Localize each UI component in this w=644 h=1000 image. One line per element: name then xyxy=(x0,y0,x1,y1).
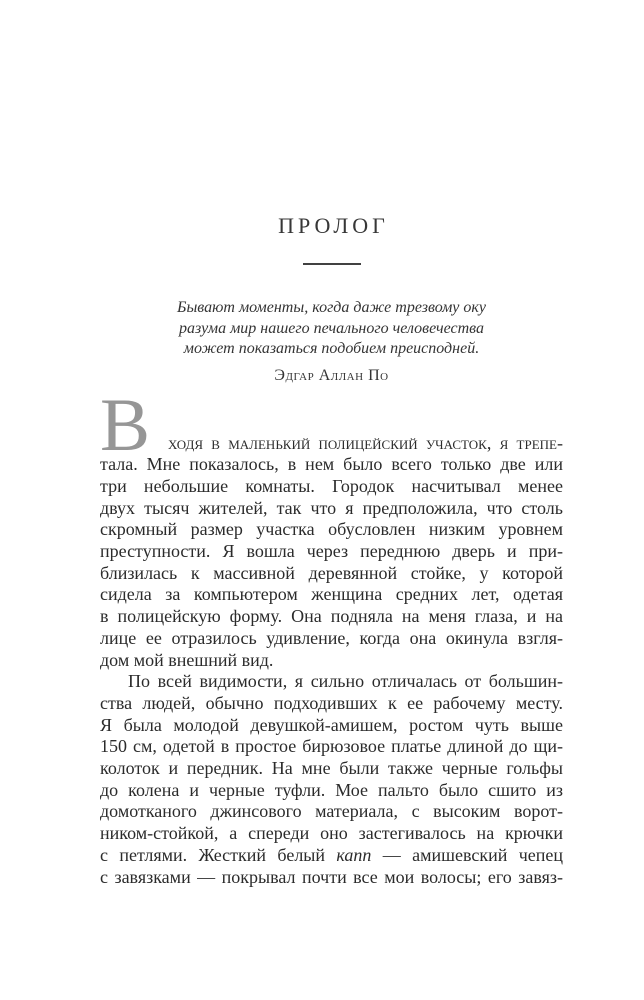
body-line: скромный размер участка обусловлен низким уровнем xyxy=(100,519,563,540)
drop-cap: В xyxy=(100,383,151,467)
paragraph2-first-line: По всей видимости, я сильно отличалась от большин- xyxy=(128,671,563,692)
body-line: ником-стойкой, а спереди оно застегивалось на крючки xyxy=(100,823,563,844)
italic-term: капп xyxy=(336,844,372,865)
body-line: ства людей, обычно подходивших к ее рабочему месту. xyxy=(100,692,563,713)
epigraph-line: Бывают моменты, когда даже трезвому оку xyxy=(177,299,486,316)
body-line: Я была молодой девушкой-амишем, ростом чуть выше xyxy=(100,714,563,735)
text-column xyxy=(100,0,563,888)
body-line: в полицейскую форму. Она подняла на меня глаза, и на xyxy=(100,606,563,627)
body-line: тала. Мне показалось, в нем было всего только две или xyxy=(100,454,563,475)
epigraph-attribution: Эдгар Аллан По xyxy=(274,366,389,384)
body-text xyxy=(100,383,563,889)
chapter-title: ПРОЛОГ xyxy=(278,213,389,238)
body-line: сидела за компьютером женщина средних лет, одетая xyxy=(100,584,563,605)
body-line: до колена и черные туфли. Мое пальто было сшито из xyxy=(100,779,563,800)
body-line: 150 см, одетой в простое бирюзовое платье длиной до щи- xyxy=(100,736,563,757)
body-line: преступности. Я вошла через переднюю дверь и при- xyxy=(100,541,563,562)
small-caps-lead: ходя в маленький полицейский участок, я трепе- xyxy=(168,432,563,453)
paragraph1-last-line: дом мой внешний вид. xyxy=(100,649,274,670)
title-divider xyxy=(303,263,361,265)
body-line: лице ее отразилось удивление, когда она окинула взгля- xyxy=(100,627,563,648)
body-line: домотканого джинсового материала, с высоким ворот- xyxy=(100,801,563,822)
text-before-italic: с петлями. Жесткий белый xyxy=(100,844,337,865)
epigraph-line: разума мир нашего печального человечества xyxy=(179,319,484,337)
body-line: близилась к массивной деревянной стойке, у которой xyxy=(100,562,563,583)
body-line: колоток и передник. На мне были также черные гольфы xyxy=(100,758,563,779)
body-line-with-italic-term xyxy=(100,845,563,867)
body-line: три небольшие комнаты. Городок насчитывал менее xyxy=(100,475,563,496)
text-after-italic: — амишевский чепец xyxy=(371,844,563,865)
epigraph-line: может показаться подобием преисподней. xyxy=(183,340,480,357)
body-line: двух тысяч жителей, так что я предположила, что столь xyxy=(100,497,563,518)
paragraph2-last-line: с завязками — покрывал почти все мои волосы; его завяз- xyxy=(100,866,563,887)
epigraph xyxy=(100,298,563,360)
